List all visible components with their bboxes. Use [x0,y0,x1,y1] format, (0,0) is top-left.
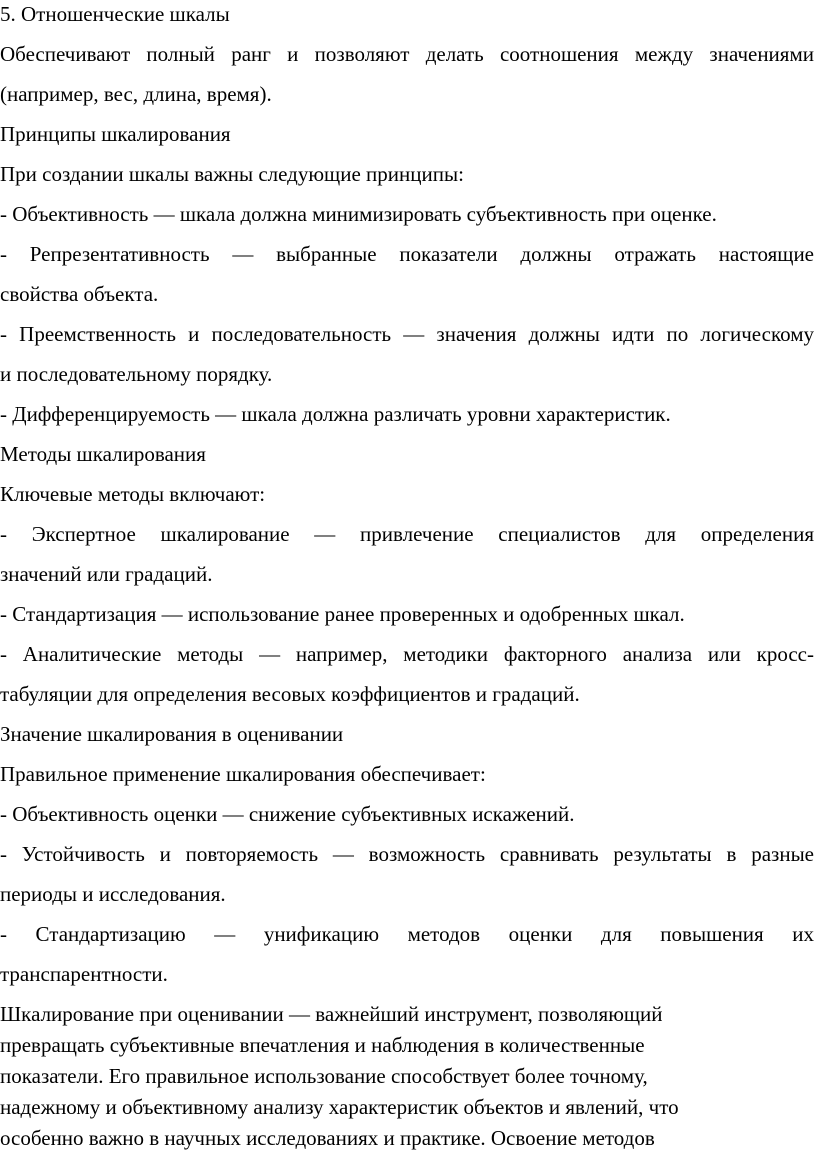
list-item-continuation: табуляции для определения весовых коэффициентов и градаций. [0,682,580,706]
paragraph-line: Шкалирование при оценивании — важнейший инструмент, позволяющий [0,1002,663,1026]
list-item: - Дифференцируемость — шкала должна различать уровни характеристик. [0,402,671,426]
list-item-continuation: и последовательному порядку. [0,362,273,386]
list-item: - Стандартизацию — унификацию методов оценки для повышения их [0,922,814,946]
importance-intro: Правильное применение шкалирования обеспечивает: [0,762,486,786]
importance-heading: Значение шкалирования в оценивании [0,722,344,746]
list-item: - Экспертное шкалирование — привлечение специалистов для определения [0,522,814,546]
methods-intro: Ключевые методы включают: [0,482,266,506]
methods-heading: Методы шкалирования [0,442,206,466]
paragraph-line: показатели. Его правильное использование способствует более точному, [0,1064,648,1088]
list-item: - Объективность оценки — снижение субъективных искажений. [0,802,575,826]
list-item: - Стандартизация — использование ранее проверенных и одобренных шкал. [0,602,685,626]
paragraph-line: Обеспечивают полный ранг и позволяют делать соотношения между значениями [0,42,814,66]
paragraph-line: (например, вес, длина, время). [0,82,272,106]
list-item-continuation: периоды и исследования. [0,882,226,906]
list-item: - Устойчивость и повторяемость — возможность сравнивать результаты в разные [0,842,814,866]
paragraph-line: превращать субъективные впечатления и наблюдения в количественные [0,1033,645,1057]
list-item: - Аналитические методы — например, методики факторного анализа или кросс- [0,642,814,666]
principles-intro: При создании шкалы важны следующие принципы: [0,162,464,186]
principles-heading: Принципы шкалирования [0,122,231,146]
section-heading: 5. Отношенческие шкалы [0,2,230,26]
list-item-continuation: транспарентности. [0,962,168,986]
list-item: - Репрезентативность — выбранные показатели должны отражать настоящие [0,242,814,266]
list-item-continuation: свойства объекта. [0,282,159,306]
paragraph-line: надежному и объективному анализу характеристик объектов и явлений, что [0,1095,679,1119]
list-item-continuation: значений или градаций. [0,562,213,586]
list-item: - Объективность — шкала должна минимизировать субъективность при оценке. [0,202,717,226]
paragraph-line: особенно важно в научных исследованиях и практике. Освоение методов [0,1126,655,1150]
list-item: - Преемственность и последовательность — значения должны идти по логическому [0,322,814,346]
